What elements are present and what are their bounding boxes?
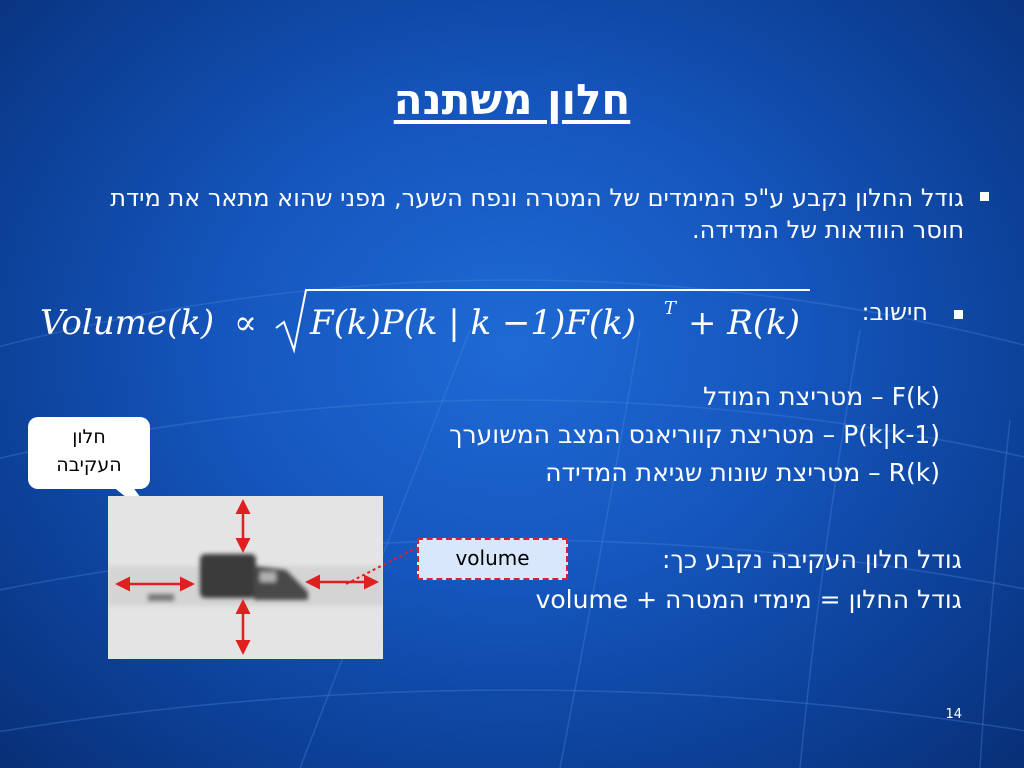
bullet-text: חישוב: [861, 298, 928, 326]
formula-transpose-superscript: T [664, 298, 677, 319]
volume-formula [38, 284, 828, 354]
volume-label-box: volume [417, 538, 568, 580]
definition-f: F(k) – מטריצת המודל [703, 382, 940, 411]
bullet-calculation [861, 296, 928, 328]
tracking-window-callout [28, 417, 150, 489]
bullet-square-icon [980, 192, 989, 201]
formula-radicand-r: + R(k) [688, 303, 801, 343]
page-number: 14 [945, 707, 962, 722]
bullet-window-size-description [64, 182, 964, 246]
formula-lhs: Volume(k) [40, 303, 215, 343]
matrix-definitions [240, 378, 940, 492]
window-size-line-2: גודל החלון = מימדי המטרה + volume [535, 585, 962, 614]
formula-radicand-main: F(k)P(k | k −1)F(k) [310, 303, 637, 343]
definition-r: R(k) – מטריצת שונות שגיאת המדידה [545, 458, 940, 487]
definition-p: P(k|k-1) – מטריצת קווריאנס המצב המשוערך [449, 420, 940, 449]
formula-proportional-symbol: ∝ [234, 303, 258, 343]
slide-title: חלון משתנה [393, 75, 631, 124]
bullet-text: גודל החלון נקבע ע"פ המימדים של המטרה ונפח השער, מפני שהוא מתאר את מידת חוסר הוודאות של המדידה. [110, 184, 964, 244]
callout-line-1: חלון [72, 426, 106, 448]
bullet-square-icon [954, 310, 963, 319]
callout-line-2: העקיבה [56, 454, 122, 476]
window-size-line-1: גודל חלון העקיבה נקבע כך: [662, 545, 962, 574]
